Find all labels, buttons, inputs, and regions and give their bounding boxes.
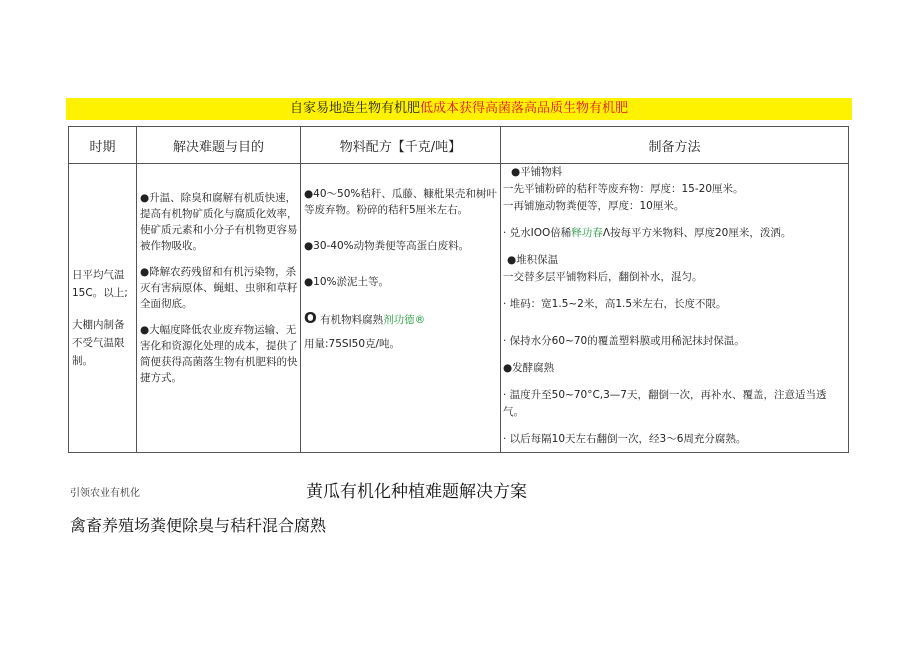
- method-line: · 温度升至50~70°C,3—7天，翻倒一次，再补水、覆盖，注意适当透气。: [503, 389, 827, 418]
- method-line: 一再铺施动物粪便等，厚度：10厘米。: [503, 200, 685, 212]
- banner-title: 自家易地造生物有机肥: [289, 101, 420, 116]
- recipe-item-silt: ●10%淤泥土等。: [304, 276, 389, 288]
- table-row: [69, 164, 849, 453]
- title-banner: [66, 98, 852, 120]
- period-cell: [69, 164, 137, 453]
- recipe-cell: [301, 164, 501, 453]
- recipe-dosage: 用量:75SI50克/吨。: [304, 338, 401, 350]
- method-cell: [501, 164, 849, 453]
- footer-slogan: 引领农业有机化: [70, 488, 140, 499]
- table-header-row: [69, 127, 849, 164]
- method-line: · 堆码：宽1.5~2米，高1.5米左右，长度不限。: [503, 298, 727, 310]
- header-method: 制备方法: [501, 127, 849, 164]
- method-line: [503, 225, 846, 242]
- method-line: 一交替多层平铺物料后，翻倒补水，混匀。: [503, 271, 703, 283]
- method-brand: 释功春: [571, 227, 603, 239]
- method-line: 一先平铺粉碎的秸秆等废弃物：厚度：15-20厘米。: [503, 183, 744, 195]
- goal-cell: [137, 164, 301, 453]
- period-temperature: 日平均气温15C。以上;: [72, 269, 128, 299]
- bullet-o: O: [304, 309, 317, 327]
- goal-item: ●降解农药残留和有机污染物，杀灭有害病原体、蝇蛆、虫卵和草籽全面彻底。: [140, 266, 298, 310]
- period-greenhouse: 大棚内制备不受气温限制。: [72, 319, 125, 367]
- recipe-item-manure: ●30-40%动物粪便等高蛋白废料。: [304, 240, 470, 252]
- banner-subtitle: 低成本获得高菌落高品质生物有机肥: [420, 101, 629, 116]
- method-step-stack: ●堆积保温: [507, 254, 559, 266]
- footer-subtitle: 禽畜养殖场粪便除臭与秸秆混合腐熟: [70, 516, 327, 535]
- method-dilute-rest: Λ按每平方米物料、厚度20厘米，泼洒。: [602, 227, 792, 239]
- header-goal: 解决难题与目的: [137, 127, 301, 164]
- goal-item: ●大幅度降低农业废弃物运输、无害化和资源化处理的成本，提供了简便获得高菌落生物有机肥料的快捷方式。: [140, 324, 298, 384]
- preparation-table: [68, 126, 849, 453]
- method-dilute-text: · 兑水IOO倍稀: [503, 227, 572, 239]
- method-step-ferment: ●发酵腐熟: [503, 362, 555, 374]
- agent-brand: 剂功德®: [383, 314, 426, 326]
- goal-item: ●升温、除臭和腐解有机质快速，提高有机物矿质化与腐质化效率，使矿质元素和小分子有机物更容易被作物吸收。: [140, 192, 298, 252]
- method-step-spread: ●平铺物料: [511, 166, 563, 178]
- header-recipe: 物料配方【千克/吨】: [301, 127, 501, 164]
- recipe-item-straw: ●40～50%秸秆、瓜藤、糠枇果壳和树叶等废弃物。粉碎的秸秆5厘米左右。: [304, 188, 497, 216]
- method-line: · 保持水分60~70的覆盖塑料膜或用稀泥抹封保温。: [503, 335, 745, 347]
- method-line: · 以后每隔10天左右翻倒一次，经3～6周充分腐熟。: [503, 433, 747, 445]
- footer-title: 黄瓜有机化种植难题解决方案: [306, 482, 527, 502]
- header-period: 时期: [69, 127, 137, 164]
- recipe-item-agent: [304, 310, 498, 328]
- agent-text: 有机物料腐熟: [320, 314, 384, 326]
